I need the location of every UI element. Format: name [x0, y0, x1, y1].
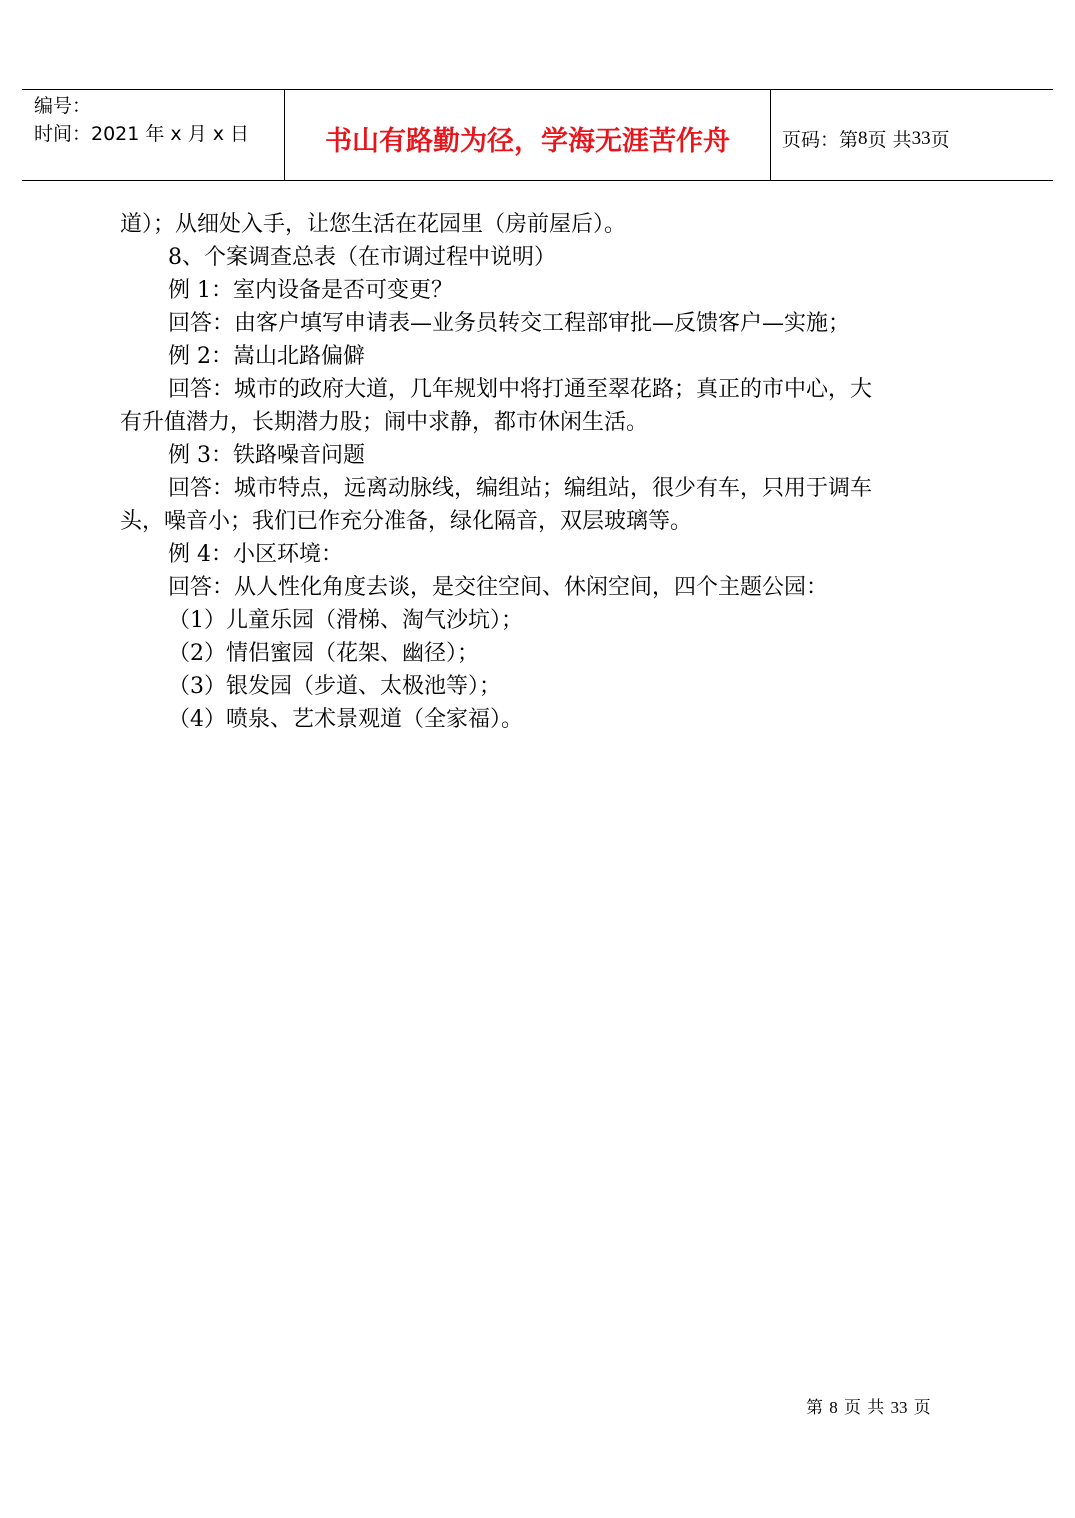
header-motto-cell [285, 90, 771, 181]
section-heading: 8、个案调查总表（在市调过程中说明） [168, 245, 556, 270]
list-item: （4）喷泉、艺术景观道（全家福）。 [168, 707, 523, 732]
example-question: 例 3：铁路噪音问题 [168, 443, 365, 468]
header-meta [22, 90, 285, 181]
page-middle: 页 共 [867, 129, 912, 151]
list-item: （2）情侣蜜园（花架、幽径）； [168, 641, 479, 666]
page-suffix: 页 [930, 129, 950, 151]
example-answer-continued: 有升值潜力，长期潜力股；闹中求静，都市休闲生活。 [120, 410, 649, 435]
body-line: 道）；从细处入手，让您生活在花园里（房前屋后）。 [120, 212, 627, 237]
page-current: 8 [858, 127, 868, 149]
example-answer: 回答：从人性化角度去谈，是交往空间、休闲空间，四个主题公园： [168, 575, 829, 600]
example-question: 例 1：室内设备是否可变更？ [168, 278, 453, 303]
page-header [22, 89, 1053, 181]
example-answer: 回答：城市特点，远离动脉线，编组站；编组站，很少有车，只用于调车 [168, 476, 873, 501]
serial-number-label: 编号： [34, 95, 92, 117]
example-answer: 回答：由客户填写申请表—业务员转交工程部审批—反馈客户—实施； [168, 311, 851, 336]
header-page-info [771, 90, 1053, 181]
date-label: 时间：2021 年 x 月 x 日 [34, 123, 250, 145]
document-body [120, 208, 960, 736]
motto-text: 书山有路勤为径，学海无涯苦作舟 [325, 126, 730, 157]
example-answer-continued: 头，噪音小；我们已作充分准备，绿化隔音，双层玻璃等。 [120, 509, 693, 534]
example-question: 例 2：嵩山北路偏僻 [168, 344, 365, 369]
list-item: （3）银发园（步道、太极池等）； [168, 674, 501, 699]
page-prefix: 页码：第 [782, 129, 859, 151]
page-total: 33 [911, 127, 931, 149]
example-question: 例 4：小区环境： [168, 542, 343, 567]
page-footer: 第 8 页 共 33 页 [806, 1398, 931, 1417]
list-item: （1）儿童乐园（滑梯、淘气沙坑）； [168, 608, 523, 633]
example-answer: 回答：城市的政府大道，几年规划中将打通至翠花路；真正的市中心，大 [168, 377, 873, 402]
